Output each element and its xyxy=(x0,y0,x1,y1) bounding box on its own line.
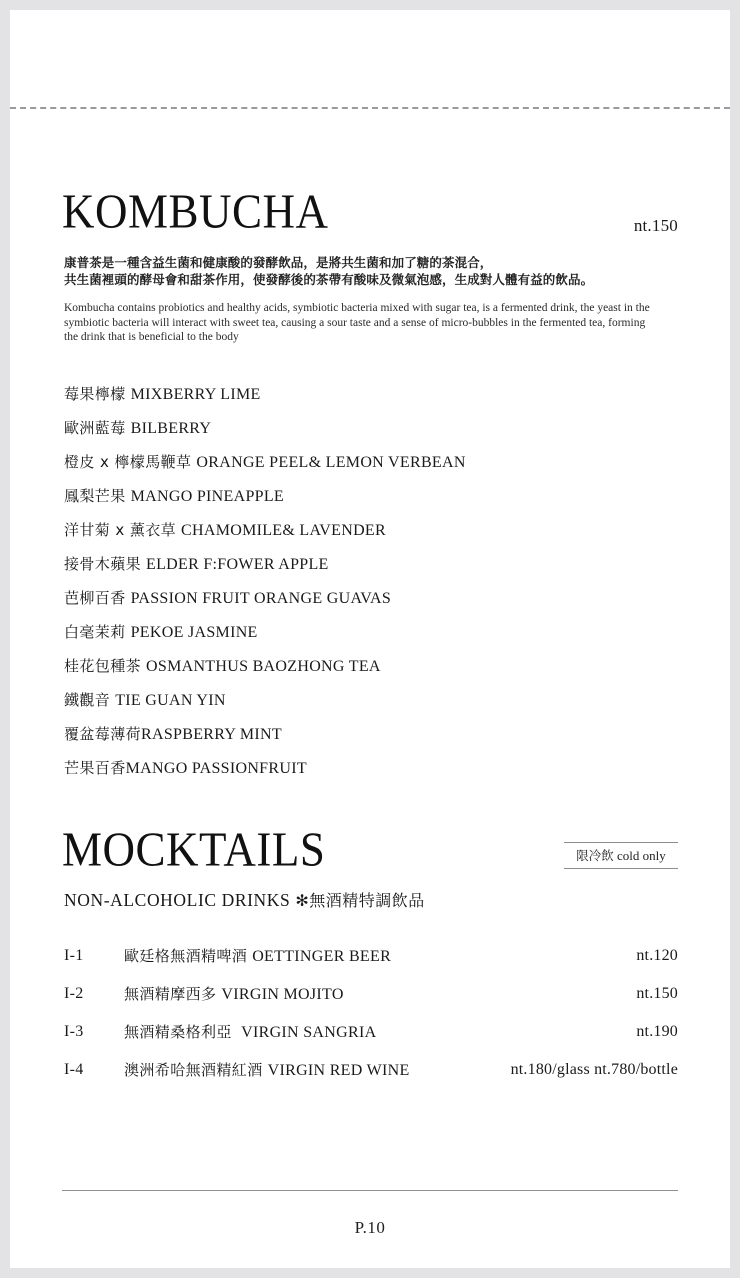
flavor-name-english: OSMANTHUS BAOZHONG TEA xyxy=(146,657,381,675)
menu-page-card xyxy=(10,10,730,1268)
mocktails-subtitle xyxy=(64,888,678,911)
item-price: nt.180/glass nt.780/bottle xyxy=(510,1061,678,1078)
flavor-name-english: MIXBERRY LIME xyxy=(130,385,261,403)
flavor-name-chinese: 鐵觀音 xyxy=(64,690,111,709)
item-name-english: VIRGIN RED WINE xyxy=(267,1062,410,1079)
list-item[interactable] xyxy=(62,975,678,1013)
kombucha-price: nt.150 xyxy=(633,216,678,235)
item-name-english: VIRGIN MOJITO xyxy=(221,986,344,1003)
item-name xyxy=(124,937,391,976)
list-item[interactable] xyxy=(64,547,678,581)
flavor-name-chinese: 橙皮 x 檸檬馬鞭草 xyxy=(64,452,192,471)
mocktails-title: MOCKTAILS xyxy=(62,822,326,877)
flavor-name-english: BILBERRY xyxy=(130,419,212,437)
kombucha-header xyxy=(62,184,678,240)
item-name-chinese: 無酒精桑格利亞 xyxy=(124,1023,232,1041)
flavor-name-english: TIE GUAN YIN xyxy=(115,691,226,709)
item-name-english: OETTINGER BEER xyxy=(252,948,392,965)
cold-only-label-english: cold only xyxy=(613,848,666,863)
item-code: I-2 xyxy=(64,985,84,1002)
flavor-name-chinese: 芭柳百香 xyxy=(64,588,126,607)
flavor-name-english: PASSION FRUIT ORANGE GUAVAS xyxy=(130,589,392,607)
flavor-name-english: MANGO PINEAPPLE xyxy=(130,487,285,505)
item-name xyxy=(124,975,344,1014)
flavor-name-chinese: 洋甘菊 x 薰衣草 xyxy=(64,520,177,539)
flavor-name-english: PEKOE JASMINE xyxy=(130,623,258,641)
flavor-name-chinese: 芒果百香 xyxy=(64,758,126,777)
mocktails-section xyxy=(62,822,678,1089)
list-item[interactable] xyxy=(64,751,678,785)
item-price: nt.150 xyxy=(636,985,678,1002)
list-item[interactable] xyxy=(64,649,678,683)
item-name-chinese: 澳洲希哈無酒精紅酒 xyxy=(124,1061,263,1079)
kombucha-section xyxy=(62,184,678,785)
item-price: nt.190 xyxy=(636,1023,678,1040)
flavor-name-english: RASPBERRY MINT xyxy=(141,725,282,743)
item-code: I-3 xyxy=(64,1023,84,1040)
list-item[interactable] xyxy=(64,513,678,547)
list-item[interactable] xyxy=(64,581,678,615)
flavor-name-chinese: 接骨木蘋果 xyxy=(64,554,142,573)
kombucha-description-chinese-line-1: 康普茶是一種含益生菌和健康酸的發酵飲品，是將共生菌和加了糖的茶混合， xyxy=(64,255,493,270)
list-item[interactable] xyxy=(64,717,678,751)
flavor-name-english: ORANGE PEEL& LEMON VERBEAN xyxy=(196,453,466,471)
list-item[interactable] xyxy=(62,937,678,975)
footer-divider xyxy=(62,1190,678,1191)
page-number: P.10 xyxy=(354,1218,386,1237)
flavor-name-chinese: 桂花包種茶 xyxy=(64,656,142,675)
flavor-name-chinese: 白毫茉莉 xyxy=(64,622,126,641)
flavor-name-chinese: 鳳梨芒果 xyxy=(64,486,126,505)
item-name xyxy=(124,1051,410,1090)
list-item[interactable] xyxy=(64,411,678,445)
flavor-name-english: CHAMOMILE& LAVENDER xyxy=(181,521,386,539)
item-name xyxy=(124,1013,376,1052)
item-name-english: VIRGIN SANGRIA xyxy=(236,1024,377,1041)
item-price: nt.120 xyxy=(636,947,678,964)
perforation-divider xyxy=(10,107,730,109)
item-code: I-4 xyxy=(64,1061,84,1078)
mocktails-subtitle-chinese: ✻無酒精特調飲品 xyxy=(295,891,425,910)
mocktails-item-list xyxy=(62,937,678,1089)
item-code: I-1 xyxy=(64,947,84,964)
flavor-name-english: ELDER F:FOWER APPLE xyxy=(146,555,329,573)
kombucha-description-english: Kombucha contains probiotics and healthy acids, symbiotic bacteria mixed with sugar tea, is a fermented drink, the yeast in the symbiotic bacteria will interact with sweet tea, causing a sour taste and a sense of micro-bubbles in the fermented tea, forming the drink that is beneficial to the body xyxy=(64,302,650,343)
item-name-chinese: 歐廷格無酒精啤酒 xyxy=(124,947,248,965)
mocktails-subtitle-english: NON-ALCOHOLIC DRINKS xyxy=(64,890,296,910)
flavor-name-chinese: 莓果檸檬 xyxy=(64,384,126,403)
mocktails-header xyxy=(62,822,678,884)
list-item[interactable] xyxy=(64,445,678,479)
flavor-name-english: MANGO PASSIONFRUIT xyxy=(125,759,307,777)
cold-only-label-chinese: 限冷飲 xyxy=(576,848,614,863)
list-item[interactable] xyxy=(62,1051,678,1089)
kombucha-description-chinese-line-2: 共生菌裡頭的酵母會和甜茶作用，使發酵後的茶帶有酸味及微氣泡感，生成對人體有益的飲品。 xyxy=(64,272,594,287)
kombucha-title: KOMBUCHA xyxy=(62,184,329,239)
flavor-name-chinese: 歐洲藍莓 xyxy=(64,418,126,437)
list-item[interactable] xyxy=(64,377,678,411)
kombucha-description-chinese xyxy=(64,254,678,288)
list-item[interactable] xyxy=(62,1013,678,1051)
list-item[interactable] xyxy=(64,479,678,513)
flavor-name-chinese: 覆盆莓薄荷 xyxy=(64,724,142,743)
list-item[interactable] xyxy=(64,683,678,717)
kombucha-flavor-list xyxy=(64,377,678,785)
item-name-chinese: 無酒精摩西多 xyxy=(124,985,217,1003)
list-item[interactable] xyxy=(64,615,678,649)
status-badge-cold-only xyxy=(564,842,678,869)
